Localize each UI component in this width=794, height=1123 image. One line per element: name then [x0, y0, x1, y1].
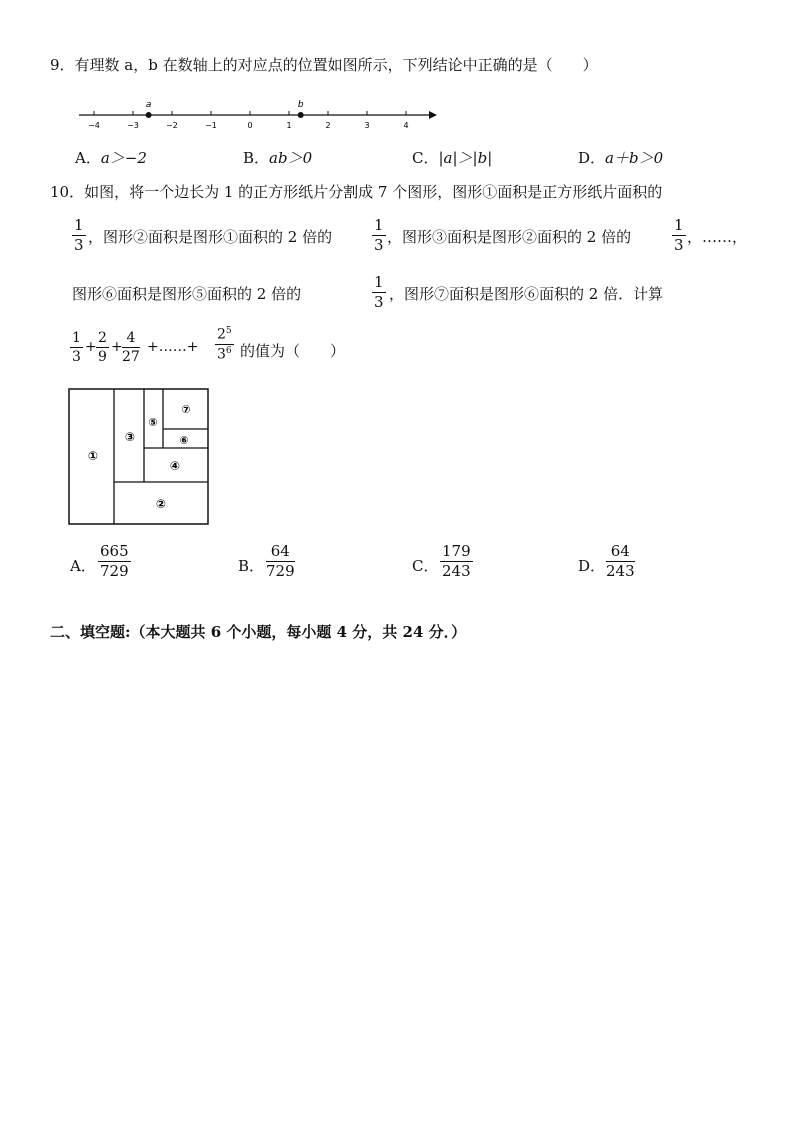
q10-frac-3	[672, 218, 686, 253]
frac-den: 3	[74, 236, 84, 254]
frac-num: 1	[374, 216, 384, 234]
q9-option-a	[75, 147, 147, 168]
q10-line3-part-a: 图形⑥面积是图形⑤面积的 2 倍的	[72, 285, 302, 303]
q10-line2-part-c: ，……，	[687, 228, 748, 246]
expr-plus-2: +	[111, 339, 123, 355]
frac-num: 1	[374, 273, 384, 291]
frac-num: 1	[72, 330, 81, 346]
frac-num: 64	[266, 544, 295, 562]
number-line-tick-label: −2	[166, 121, 178, 130]
q9-option-b-text: ab＞0	[269, 149, 313, 167]
frac-num: 64	[606, 544, 635, 562]
expr-tail: 的值为（ ）	[240, 342, 346, 360]
q9-option-b-letter: B．	[243, 149, 270, 167]
q10-option-b-frac	[266, 544, 295, 579]
frac-den: 729	[100, 562, 129, 580]
q10-option-c-frac	[440, 544, 473, 579]
frac-num: 4	[122, 331, 140, 348]
q9-option-c-letter: C．	[412, 149, 439, 167]
q10-option-d-letter: D．	[578, 557, 606, 575]
q10-option-a-letter: A．	[70, 557, 96, 575]
point-a-label: a	[145, 100, 152, 110]
q10-option-a-frac	[98, 544, 131, 579]
q10-line3-part-b: ，图形⑦面积是图形⑥面积的 2 倍．计算	[389, 285, 664, 303]
q9-option-c-text: |a|＞|b|	[438, 149, 493, 167]
q10-option-c-letter: C．	[412, 557, 439, 575]
expr-frac-2	[96, 331, 109, 364]
q10-option-d-frac	[606, 544, 635, 579]
region-label-7: ⑦	[181, 403, 191, 416]
point-b-label: b	[297, 100, 304, 110]
region-label-5: ⑤	[148, 416, 158, 429]
q9-option-a-text: a＞−2	[100, 149, 147, 167]
section-2-heading: 二、填空题:（本大题共 6 个小题，每小题 4 分，共 24 分．）	[50, 623, 467, 641]
region-label-6: ⑥	[179, 434, 189, 447]
expr-frac-3	[122, 331, 140, 364]
num-base: 2	[217, 326, 226, 343]
frac-num: 1	[74, 216, 84, 234]
frac-den: 243	[442, 562, 471, 580]
frac-den: 729	[266, 562, 295, 580]
point-a	[146, 112, 152, 118]
region-label-2: ②	[155, 497, 167, 511]
den-exp: 6	[225, 345, 232, 356]
number-line-tick-label: −3	[127, 121, 139, 130]
q9-option-b	[243, 147, 312, 168]
frac-den: 3	[374, 293, 384, 311]
square-partition-figure	[68, 388, 210, 526]
number-line	[75, 96, 440, 132]
number-line-tick-label: −1	[205, 121, 217, 130]
frac-den: 243	[606, 562, 635, 580]
number-line-tick-label: 3	[364, 121, 370, 130]
q10-frac-4	[372, 275, 386, 310]
region-label-1: ①	[87, 449, 99, 463]
number-line-tick-label: 0	[247, 121, 253, 130]
frac-num: 665	[100, 542, 129, 560]
frac-den: 9	[98, 349, 107, 365]
q9-option-a-letter: A．	[75, 149, 101, 167]
expr-frac-4	[215, 327, 234, 361]
q10-line1: 10．如图，将一个边长为 1 的正方形纸片分割成 7 个图形，图形①面积是正方形纸片面积的	[50, 183, 663, 201]
q9-option-d	[578, 147, 663, 168]
number-line-tick-label: −4	[88, 121, 100, 130]
q9-option-c	[412, 147, 492, 168]
frac-num: 2	[98, 330, 107, 346]
frac-den: 3	[374, 236, 384, 254]
expr-frac-1	[70, 331, 83, 364]
q9-option-d-text: a＋b＞0	[605, 149, 664, 167]
q10-line2-part-a: ，图形②面积是图形①面积的 2 倍的	[88, 228, 333, 246]
q10-frac-1	[72, 218, 86, 253]
q10-line2-part-b: ，图形③面积是图形②面积的 2 倍的	[387, 228, 632, 246]
frac-den: 3	[674, 236, 684, 254]
q10-frac-2	[372, 218, 386, 253]
q9-option-d-letter: D．	[578, 149, 606, 167]
frac-den: 27	[122, 349, 140, 365]
frac-num: 179	[442, 542, 471, 560]
region-label-4: ④	[169, 459, 181, 473]
number-line-tick-label: 2	[325, 121, 331, 130]
frac-num	[215, 327, 234, 345]
frac-num: 1	[674, 216, 684, 234]
num-exp: 5	[225, 326, 232, 336]
frac-den: 3	[72, 349, 81, 365]
number-line-ticks	[88, 111, 408, 130]
expr-dots: +……+	[147, 339, 199, 355]
region-label-3: ③	[124, 430, 136, 444]
q9-stem: 9．有理数 a，b 在数轴上的对应点的位置如图所示，下列结论中正确的是（ ）	[50, 56, 598, 74]
q10-option-b-letter: B．	[238, 557, 265, 575]
frac-den	[215, 345, 234, 362]
number-line-tick-label: 1	[286, 121, 292, 130]
point-b	[298, 112, 304, 118]
number-line-arrow	[429, 111, 437, 119]
number-line-tick-label: 4	[403, 121, 409, 130]
den-base: 3	[217, 346, 226, 363]
expr-plus-1: +	[85, 339, 97, 355]
